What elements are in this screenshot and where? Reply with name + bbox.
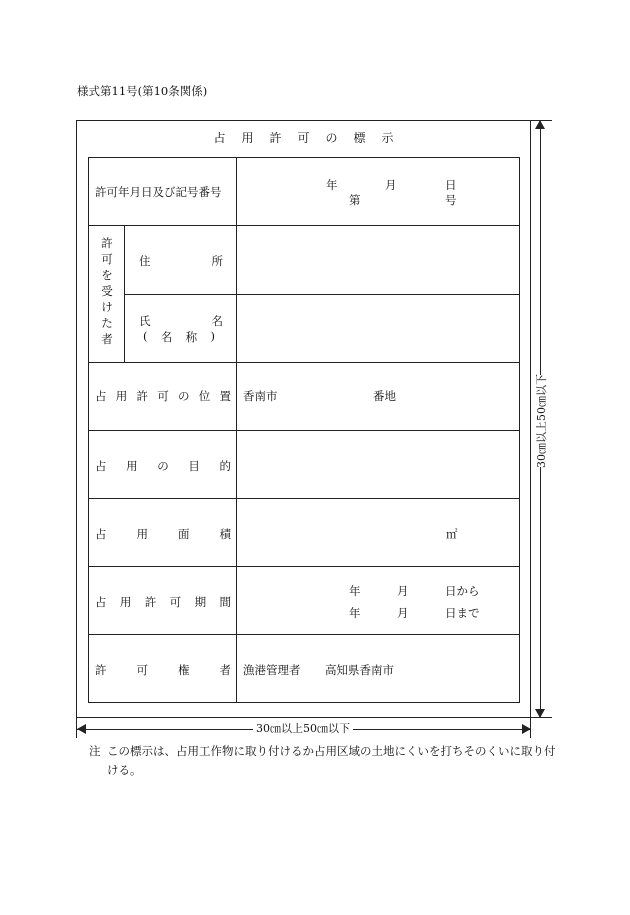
permit-date-label: 許可年月日及び記号番号 [95,185,222,199]
arrow-up-icon [535,120,545,129]
arrow-right-icon [522,724,531,734]
period-start-month: 月 [397,584,409,598]
row-divider [89,430,519,431]
area-unit: ㎡ [446,527,458,541]
name-sub-label: ( 名 称 ) [143,329,215,344]
footnote-text: この標示は、占用工作物に取り付けるか占用区域の土地にくいを打ちそのくいに取り付ける。 [107,744,556,777]
width-dimension-label: 30㎝以上50㎝以下 [253,721,353,737]
arrow-down-icon [535,709,545,718]
area-label: 占 用 面 積 [95,527,231,541]
permit-day-label: 日 [445,178,457,192]
row-divider [89,498,519,499]
name-label: 氏 名 [139,314,223,328]
location-city: 香南市 [243,389,278,403]
sign-title: 占用許可の標示 [213,131,410,145]
arrow-left-icon [77,724,86,734]
permit-number-suffix: 号 [445,193,457,207]
row-divider [89,634,519,635]
address-label: 住 所 [139,254,223,268]
column-divider [236,158,237,702]
row-divider [89,225,519,226]
permit-year-label: 年 [326,178,338,192]
permit-month-label: 月 [385,178,397,192]
period-start-day: 日から [445,584,480,598]
purpose-label: 占 用 の 目 的 [95,459,231,473]
row-divider [89,566,519,567]
height-dimension-label: 30㎝以上50㎝以下 [532,375,549,467]
period-end-day: 日まで [445,606,480,620]
row-divider [124,294,519,295]
period-end-month: 月 [397,606,409,620]
row-divider [89,362,519,363]
footnote [89,742,564,780]
period-end-year: 年 [349,606,361,620]
authority-label: 許 可 権 者 [95,663,231,677]
period-start-year: 年 [349,584,361,598]
authority-entity: 高知県香南市 [325,663,394,677]
location-label: 占 用 許 可 の 位 置 [95,389,231,403]
column-divider [124,225,125,362]
permittee-group-label: 許 可 を 受 け た 者 [101,236,113,346]
footnote-prefix: 注 [89,744,101,758]
sign-table [88,157,520,703]
form-heading: 様式第11号(第10条関係) [77,84,208,98]
period-label: 占 用 許 可 期 間 [95,595,231,609]
location-banchi: 番地 [373,389,396,403]
authority-role: 漁港管理者 [243,663,301,677]
permit-number-prefix: 第 [349,193,361,207]
